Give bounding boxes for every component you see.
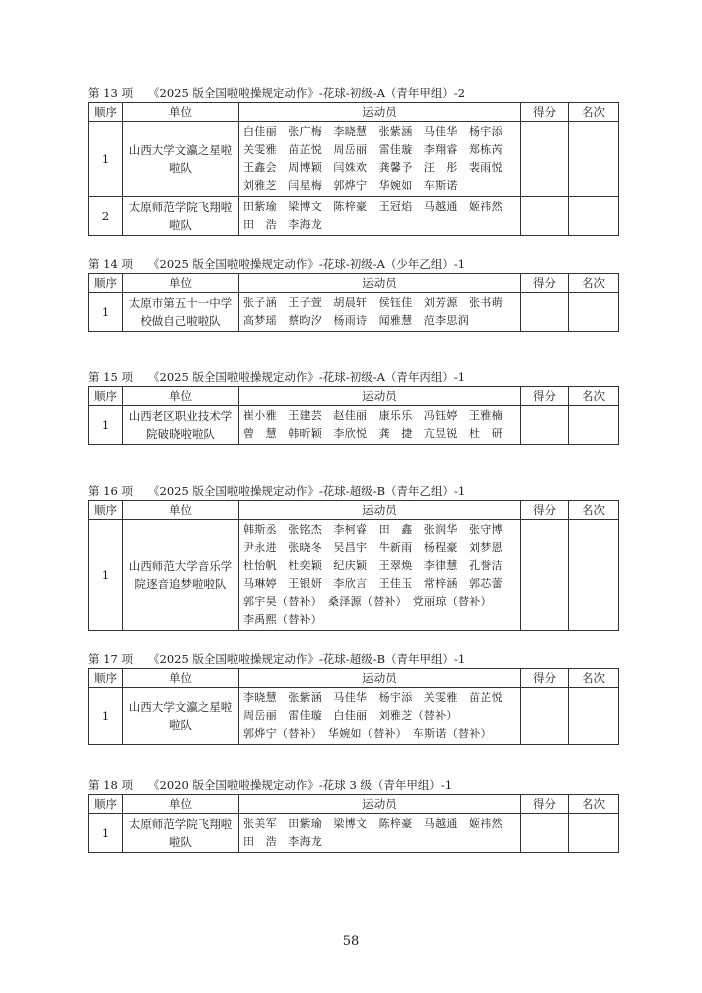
header-order: 顺序 [89,103,123,122]
score-cell [521,122,569,197]
athletes-cell: 白佳丽 张广梅 李晓慧 张紫涵 马佳华 杨宇添 关雯雅 苗芷悦 周岳丽 雷佳璇 李翔睿 郑栋芮 王鑫会 周博颖 闫姝欢 龚馨予 汪 彤 裴雨悦 刘雅芝 闫星梅 郭烨宁 华婉如 车斯诺 [239,122,521,197]
header-athletes: 运动员 [239,501,521,520]
rank-cell [569,688,619,745]
table-header-row [89,103,619,122]
event-title: 第 13 项 《2025 版全国啦啦操规定动作》-花球-初级-A（青年甲组）-2 [88,86,466,100]
header-score: 得分 [521,669,569,688]
rank-cell [569,197,619,236]
results-table [88,500,619,631]
results-table [88,668,619,745]
table-header-row [89,795,619,814]
table-row [89,122,619,197]
unit-cell: 山西大学文瀛之星啦啦队 [123,688,239,745]
score-cell [521,197,569,236]
unit-cell: 太原市第五十一中学校做自己啦啦队 [123,293,239,332]
rank-cell [569,406,619,445]
header-athletes: 运动员 [239,669,521,688]
results-table [88,273,619,332]
header-rank: 名次 [569,274,619,293]
header-unit: 单位 [123,387,239,406]
order-cell: 1 [89,688,123,745]
event-title: 第 15 项 《2025 版全国啦啦操规定动作》-花球-初级-A（青年丙组）-1 [88,370,466,384]
order-cell: 1 [89,122,123,197]
table-row [89,814,619,853]
unit-cell: 山西老区职业技术学院破晓啦啦队 [123,406,239,445]
order-cell: 1 [89,293,123,332]
header-rank: 名次 [569,501,619,520]
header-score: 得分 [521,274,569,293]
table-header-row [89,669,619,688]
score-cell [521,406,569,445]
header-score: 得分 [521,501,569,520]
order-cell: 1 [89,520,123,631]
table-row [89,688,619,745]
rank-cell [569,520,619,631]
event-title: 第 16 项 《2025 版全国啦啦操规定动作》-花球-超级-B（青年乙组）-1 [88,484,466,498]
athletes-cell: 韩斯丞 张铭杰 李柯睿 田 鑫 张润华 张守博 尹永进 张晓冬 吴昌宇 牛新雨 杨程豪 刘梦恩 杜怡帆 杜奕颖 纪庆颖 王翠焕 李律慧 孔誉洁 马琳婷 王银妍 李欣言 王佳玉 常梓涵 郭芯蕾 郭宇昊（替补） 桑泽源（替补） 党丽琼（替补） 李禹熙（替补） [239,520,521,631]
header-rank: 名次 [569,103,619,122]
results-table [88,102,619,236]
order-cell: 2 [89,197,123,236]
score-cell [521,520,569,631]
rank-cell [569,293,619,332]
results-table [88,794,619,853]
athletes-cell: 张子涵 王子萱 胡晨轩 侯钰佳 刘芳源 张书萌 高梦瑶 蔡昀汐 杨雨诗 闻雅慧 范李思润 [239,293,521,332]
header-score: 得分 [521,387,569,406]
rank-cell [569,122,619,197]
event-section-14 [88,257,618,332]
event-section-15 [88,370,618,445]
header-athletes: 运动员 [239,103,521,122]
header-unit: 单位 [123,669,239,688]
event-section-17 [88,652,618,745]
athletes-cell: 崔小雅 王建芸 赵佳丽 康乐乐 冯钰婷 王雅楠 曾 慧 韩昕颖 李欣悦 龚 捷 亢昱锐 杜 研 [239,406,521,445]
unit-cell: 山西大学文瀛之星啦啦队 [123,122,239,197]
table-row [89,520,619,631]
event-title: 第 14 项 《2025 版全国啦啦操规定动作》-花球-初级-A（少年乙组）-1 [88,257,466,271]
header-order: 顺序 [89,501,123,520]
header-rank: 名次 [569,669,619,688]
header-order: 顺序 [89,387,123,406]
header-score: 得分 [521,795,569,814]
order-cell: 1 [89,406,123,445]
order-cell: 1 [89,814,123,853]
event-section-13 [88,86,618,236]
header-unit: 单位 [123,274,239,293]
table-header-row [89,274,619,293]
table-row [89,293,619,332]
table-header-row [89,501,619,520]
event-section-16 [88,484,618,631]
athletes-cell: 李晓慧 张紫涵 马佳华 杨宇添 关雯雅 苗芷悦 周岳丽 雷佳璇 白佳丽 刘雅芝（替补） 郭烨宁（替补） 华婉如（替补） 车斯诺（替补） [239,688,521,745]
header-athletes: 运动员 [239,795,521,814]
header-athletes: 运动员 [239,387,521,406]
header-order: 顺序 [89,669,123,688]
header-score: 得分 [521,103,569,122]
rank-cell [569,814,619,853]
athletes-cell: 张美军 田紫瑜 梁博文 陈梓豪 马越通 姬祎然 田 浩 李海龙 [239,814,521,853]
score-cell [521,814,569,853]
header-athletes: 运动员 [239,274,521,293]
table-row [89,406,619,445]
unit-cell: 太原师范学院飞翔啦啦队 [123,197,239,236]
table-header-row [89,387,619,406]
header-order: 顺序 [89,795,123,814]
header-unit: 单位 [123,501,239,520]
unit-cell: 太原师范学院飞翔啦啦队 [123,814,239,853]
event-section-18 [88,778,618,853]
unit-cell: 山西师范大学音乐学院逐音追梦啦啦队 [123,520,239,631]
header-rank: 名次 [569,387,619,406]
header-rank: 名次 [569,795,619,814]
header-order: 顺序 [89,274,123,293]
event-title: 第 18 项 《2020 版全国啦啦操规定动作》-花球 3 级（青年甲组）-1 [88,778,453,792]
page-number: 58 [342,934,360,949]
event-title: 第 17 项 《2025 版全国啦啦操规定动作》-花球-超级-B（青年甲组）-1 [88,652,466,666]
header-unit: 单位 [123,795,239,814]
athletes-cell: 田紫瑜 梁博文 陈梓豪 王冠焰 马越通 姬祎然 田 浩 李海龙 [239,197,521,236]
score-cell [521,293,569,332]
header-unit: 单位 [123,103,239,122]
results-table [88,386,619,445]
score-cell [521,688,569,745]
table-row [89,197,619,236]
